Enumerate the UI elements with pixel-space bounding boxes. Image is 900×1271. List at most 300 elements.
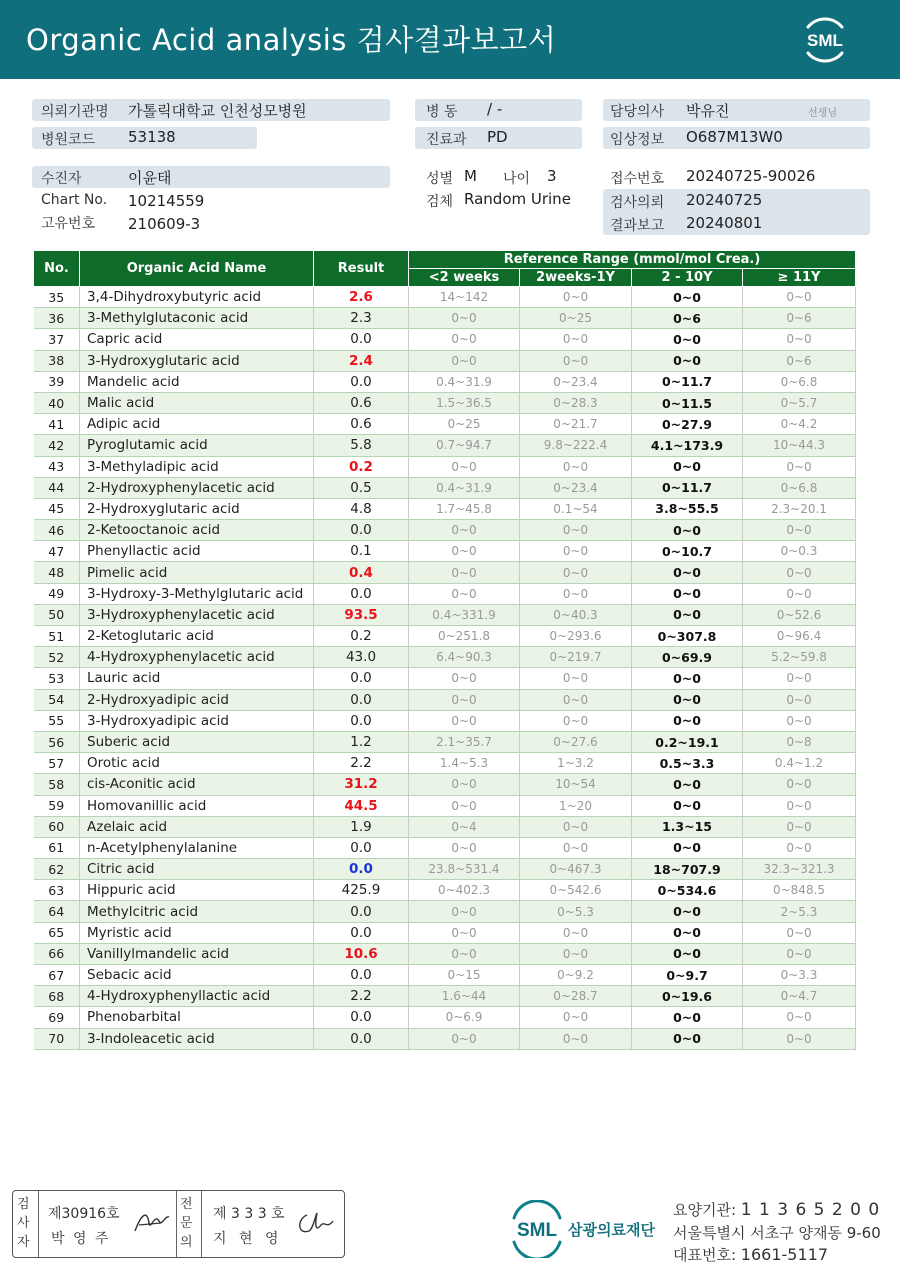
row-range-ge11y: 10~44.3 [743, 435, 856, 456]
table-row [34, 371, 856, 392]
row-result: 425.9 [314, 880, 409, 901]
row-name: Azelaic acid [80, 816, 314, 837]
ref-range-header: Reference Range (mmol/mol Crea.) [409, 251, 856, 269]
divider [176, 1191, 177, 1257]
row-range-ge11y: 0~8 [743, 731, 856, 752]
row-range-ge11y: 0~0 [743, 456, 856, 477]
row-range-2-10y: 0~0 [632, 583, 743, 604]
row-range-2-10y: 4.1~173.9 [632, 435, 743, 456]
table-row [34, 477, 856, 498]
row-name: 2-Ketooctanoic acid [80, 520, 314, 541]
row-result: 0.0 [314, 520, 409, 541]
request-value: 20240725 [686, 191, 763, 209]
table-row [34, 414, 856, 435]
sml-logo-icon [798, 13, 852, 67]
row-name: Capric acid [80, 329, 314, 350]
row-range-2w1y: 9.8~222.4 [520, 435, 632, 456]
col-result-header: Result [314, 251, 409, 287]
row-result: 2.6 [314, 287, 409, 308]
row-range-2w1y: 1~20 [520, 795, 632, 816]
row-range-lt2w: 0.4~31.9 [409, 371, 520, 392]
row-result: 2.4 [314, 350, 409, 371]
row-range-lt2w: 0~0 [409, 689, 520, 710]
row-name: 3-Hydroxyphenylacetic acid [80, 604, 314, 625]
requesting-org-value: 가톨릭대학교 인천성모병원 [128, 102, 307, 120]
row-range-ge11y: 0~0 [743, 816, 856, 837]
row-no: 65 [34, 922, 80, 943]
row-no: 55 [34, 710, 80, 731]
row-range-2-10y: 0~0 [632, 710, 743, 731]
row-result: 0.1 [314, 541, 409, 562]
row-name: 3-Methyladipic acid [80, 456, 314, 477]
row-result: 2.2 [314, 753, 409, 774]
row-name: 2-Hydroxyglutaric acid [80, 498, 314, 519]
row-result: 5.8 [314, 435, 409, 456]
row-result: 0.0 [314, 1028, 409, 1049]
row-result: 2.2 [314, 986, 409, 1007]
row-no: 70 [34, 1028, 80, 1049]
row-name: Pimelic acid [80, 562, 314, 583]
table-row [34, 435, 856, 456]
row-range-2-10y: 0~0 [632, 562, 743, 583]
row-range-lt2w: 0~0 [409, 1028, 520, 1049]
row-range-2w1y: 0~0 [520, 668, 632, 689]
row-range-ge11y: 0~0 [743, 1007, 856, 1028]
requesting-org-label: 의뢰기관명 [41, 104, 109, 120]
row-range-ge11y: 0~0.3 [743, 541, 856, 562]
sml-logo-text: SML [807, 31, 843, 50]
divider [201, 1191, 202, 1257]
row-result: 1.2 [314, 731, 409, 752]
row-range-ge11y: 2~5.3 [743, 901, 856, 922]
row-range-ge11y: 0~6.8 [743, 371, 856, 392]
row-name: Homovanillic acid [80, 795, 314, 816]
row-result: 0.2 [314, 626, 409, 647]
table-row [34, 774, 856, 795]
row-result: 1.9 [314, 816, 409, 837]
hospital-code-value: 53138 [128, 128, 176, 146]
divider [38, 1191, 39, 1257]
row-no: 46 [34, 520, 80, 541]
foundation-logo-icon [510, 1200, 660, 1258]
row-range-ge11y: 0~3.3 [743, 965, 856, 986]
row-no: 66 [34, 943, 80, 964]
results-body [34, 287, 856, 1050]
row-range-2w1y: 10~54 [520, 774, 632, 795]
row-range-lt2w: 0~0 [409, 350, 520, 371]
row-range-2w1y: 0~0 [520, 837, 632, 858]
row-range-2-10y: 0~9.7 [632, 965, 743, 986]
row-range-lt2w: 0.7~94.7 [409, 435, 520, 456]
row-range-2w1y: 0~25 [520, 308, 632, 329]
row-range-lt2w: 23.8~531.4 [409, 859, 520, 880]
table-row [34, 880, 856, 901]
row-result: 0.0 [314, 901, 409, 922]
inspector-license: 제30916호 [48, 1206, 120, 1222]
row-range-ge11y: 0~0 [743, 287, 856, 308]
row-name: 3-Hydroxyadipic acid [80, 710, 314, 731]
clinical-label: 임상정보 [610, 132, 665, 148]
row-result: 0.0 [314, 689, 409, 710]
doctor-suffix: 선생님 [808, 108, 837, 119]
row-range-2w1y: 0~0 [520, 329, 632, 350]
row-range-lt2w: 0~0 [409, 668, 520, 689]
specialist-license: 제 3 3 3 호 [213, 1206, 285, 1222]
row-no: 47 [34, 541, 80, 562]
row-no: 57 [34, 753, 80, 774]
row-range-2-10y: 0~307.8 [632, 626, 743, 647]
row-range-2-10y: 0~0 [632, 943, 743, 964]
row-range-lt2w: 1.6~44 [409, 986, 520, 1007]
signature-box [12, 1190, 345, 1258]
row-range-2w1y: 0~0 [520, 350, 632, 371]
row-range-ge11y: 2.3~20.1 [743, 498, 856, 519]
row-range-2-10y: 0~6 [632, 308, 743, 329]
report-header [0, 0, 900, 79]
row-result: 0.0 [314, 922, 409, 943]
inspector-vertical-label: 검사자 [17, 1197, 30, 1250]
row-no: 44 [34, 477, 80, 498]
row-result: 0.2 [314, 456, 409, 477]
row-range-ge11y: 32.3~321.3 [743, 859, 856, 880]
report-label: 결과보고 [610, 218, 665, 234]
table-row [34, 350, 856, 371]
row-range-lt2w: 0~0 [409, 710, 520, 731]
row-result: 0.0 [314, 859, 409, 880]
table-row [34, 753, 856, 774]
row-range-2w1y: 0~0 [520, 583, 632, 604]
dept-value: PD [487, 128, 508, 146]
clinical-value: O687M13W0 [686, 128, 783, 146]
row-range-lt2w: 0~0 [409, 562, 520, 583]
patient-pill [32, 166, 390, 188]
row-range-lt2w: 2.1~35.7 [409, 731, 520, 752]
row-range-2-10y: 0~534.6 [632, 880, 743, 901]
row-range-lt2w: 0~15 [409, 965, 520, 986]
row-range-ge11y: 0~0 [743, 943, 856, 964]
uid-label: 고유번호 [41, 216, 96, 232]
table-row [34, 308, 856, 329]
table-row [34, 943, 856, 964]
row-range-ge11y: 0~848.5 [743, 880, 856, 901]
specialist-vertical-label: 전문의 [180, 1197, 193, 1250]
row-range-lt2w: 1.4~5.3 [409, 753, 520, 774]
col-r2-header: 2weeks-1Y [520, 269, 632, 287]
row-range-ge11y: 0~6 [743, 308, 856, 329]
row-range-2w1y: 0~0 [520, 287, 632, 308]
age-value: 3 [547, 167, 557, 185]
ward-label: 병 동 [426, 104, 458, 120]
row-name: cis-Aconitic acid [80, 774, 314, 795]
specialist-signature-icon [293, 1207, 339, 1241]
row-result: 10.6 [314, 943, 409, 964]
row-range-lt2w: 6.4~90.3 [409, 647, 520, 668]
sex-value: M [464, 167, 477, 185]
row-name: 4-Hydroxyphenylacetic acid [80, 647, 314, 668]
row-range-ge11y: 0~6 [743, 350, 856, 371]
table-row [34, 816, 856, 837]
row-no: 58 [34, 774, 80, 795]
row-range-2-10y: 0~0 [632, 456, 743, 477]
row-no: 64 [34, 901, 80, 922]
row-range-ge11y: 5.2~59.8 [743, 647, 856, 668]
row-name: Malic acid [80, 392, 314, 413]
row-range-ge11y: 0~0 [743, 668, 856, 689]
row-range-lt2w: 0.4~31.9 [409, 477, 520, 498]
row-range-2-10y: 0~0 [632, 287, 743, 308]
request-label: 검사의뢰 [610, 195, 665, 211]
row-name: Orotic acid [80, 753, 314, 774]
row-range-ge11y: 0~0 [743, 1028, 856, 1049]
row-range-ge11y: 0~0 [743, 795, 856, 816]
ward-value: / - [487, 100, 503, 118]
col-r4-header: ≥ 11Y [743, 269, 856, 287]
row-range-2w1y: 0~0 [520, 1007, 632, 1028]
table-row [34, 965, 856, 986]
institution-code: 1 1 3 6 5 2 0 0 [740, 1200, 881, 1220]
table-row [34, 520, 856, 541]
specimen-value: Random Urine [464, 190, 571, 208]
row-range-ge11y: 0~6.8 [743, 477, 856, 498]
row-no: 52 [34, 647, 80, 668]
row-no: 36 [34, 308, 80, 329]
row-name: Lauric acid [80, 668, 314, 689]
row-result: 31.2 [314, 774, 409, 795]
table-row [34, 668, 856, 689]
row-range-2-10y: 3.8~55.5 [632, 498, 743, 519]
row-range-lt2w: 0~0 [409, 541, 520, 562]
row-result: 0.0 [314, 583, 409, 604]
row-name: Methylcitric acid [80, 901, 314, 922]
row-result: 4.8 [314, 498, 409, 519]
receipt-label: 접수번호 [610, 171, 665, 187]
row-range-2w1y: 0~219.7 [520, 647, 632, 668]
row-range-lt2w: 0.4~331.9 [409, 604, 520, 625]
row-no: 35 [34, 287, 80, 308]
row-range-2-10y: 0~0 [632, 774, 743, 795]
row-no: 54 [34, 689, 80, 710]
row-no: 39 [34, 371, 80, 392]
row-range-2-10y: 0.5~3.3 [632, 753, 743, 774]
row-name: 2-Ketoglutaric acid [80, 626, 314, 647]
row-result: 0.6 [314, 414, 409, 435]
patient-label: 수진자 [41, 171, 82, 187]
row-name: Myristic acid [80, 922, 314, 943]
row-no: 69 [34, 1007, 80, 1028]
row-no: 43 [34, 456, 80, 477]
address: 서울특별시 서초구 양재동 9-60 [673, 1224, 881, 1242]
row-range-lt2w: 0~402.3 [409, 880, 520, 901]
row-no: 50 [34, 604, 80, 625]
row-range-lt2w: 0~4 [409, 816, 520, 837]
row-no: 56 [34, 731, 80, 752]
row-range-2-10y: 0~0 [632, 350, 743, 371]
row-result: 0.5 [314, 477, 409, 498]
receipt-value: 20240725-90026 [686, 167, 816, 185]
table-row [34, 498, 856, 519]
row-range-lt2w: 0~0 [409, 520, 520, 541]
row-range-ge11y: 0~4.7 [743, 986, 856, 1007]
row-name: 2-Hydroxyphenylacetic acid [80, 477, 314, 498]
row-result: 0.4 [314, 562, 409, 583]
row-range-2-10y: 18~707.9 [632, 859, 743, 880]
row-name: 3-Indoleacetic acid [80, 1028, 314, 1049]
row-no: 59 [34, 795, 80, 816]
row-name: 3-Hydroxy-3-Methylglutaric acid [80, 583, 314, 604]
table-row [34, 287, 856, 308]
row-range-2-10y: 0~0 [632, 668, 743, 689]
row-range-2w1y: 0~0 [520, 1028, 632, 1049]
row-range-ge11y: 0.4~1.2 [743, 753, 856, 774]
chart-label: Chart No. [41, 192, 108, 208]
report-title: Organic Acid analysis 검사결과보고서 [26, 23, 557, 57]
inspector-signature-icon [131, 1205, 173, 1241]
row-result: 0.0 [314, 329, 409, 350]
hospital-code-label: 병원코드 [41, 132, 96, 148]
doctor-label: 담당의사 [610, 104, 665, 120]
doctor-value: 박유진 [686, 102, 730, 120]
results-table [33, 250, 855, 1050]
row-range-2w1y: 0~0 [520, 710, 632, 731]
row-no: 53 [34, 668, 80, 689]
row-no: 62 [34, 859, 80, 880]
row-range-2w1y: 1~3.2 [520, 753, 632, 774]
row-range-2-10y: 0~0 [632, 795, 743, 816]
row-range-ge11y: 0~0 [743, 520, 856, 541]
row-result: 0.0 [314, 1007, 409, 1028]
table-row [34, 456, 856, 477]
row-no: 67 [34, 965, 80, 986]
row-range-2-10y: 0~0 [632, 922, 743, 943]
row-range-2-10y: 0~10.7 [632, 541, 743, 562]
row-result: 0.0 [314, 668, 409, 689]
row-no: 60 [34, 816, 80, 837]
row-no: 40 [34, 392, 80, 413]
table-row [34, 604, 856, 625]
foundation-logo-text: SML [516, 1220, 558, 1241]
table-row [34, 562, 856, 583]
row-result: 0.0 [314, 965, 409, 986]
row-no: 42 [34, 435, 80, 456]
row-range-2w1y: 0~0 [520, 943, 632, 964]
table-row [34, 837, 856, 858]
table-row [34, 859, 856, 880]
row-range-2-10y: 0~11.5 [632, 392, 743, 413]
row-no: 37 [34, 329, 80, 350]
table-row [34, 583, 856, 604]
row-name: Sebacic acid [80, 965, 314, 986]
row-name: 3,4-Dihydroxybutyric acid [80, 287, 314, 308]
foundation-name: 삼광의료재단 [568, 1221, 655, 1239]
row-name: Pyroglutamic acid [80, 435, 314, 456]
row-range-2-10y: 0~0 [632, 604, 743, 625]
row-range-2-10y: 0~11.7 [632, 371, 743, 392]
row-no: 63 [34, 880, 80, 901]
row-range-ge11y: 0~0 [743, 774, 856, 795]
row-range-lt2w: 0~0 [409, 583, 520, 604]
row-range-lt2w: 14~142 [409, 287, 520, 308]
table-row [34, 922, 856, 943]
table-row [34, 731, 856, 752]
row-range-2w1y: 0~28.7 [520, 986, 632, 1007]
row-range-ge11y: 0~0 [743, 710, 856, 731]
row-name: 3-Methylglutaconic acid [80, 308, 314, 329]
row-name: 3-Hydroxyglutaric acid [80, 350, 314, 371]
phone-number: 1661-5117 [740, 1245, 829, 1264]
row-range-2-10y: 1.3~15 [632, 816, 743, 837]
chart-value: 10214559 [128, 192, 205, 210]
row-name: 4-Hydroxyphenyllactic acid [80, 986, 314, 1007]
row-range-lt2w: 0~0 [409, 901, 520, 922]
row-range-lt2w: 0~0 [409, 329, 520, 350]
row-range-2-10y: 0~27.9 [632, 414, 743, 435]
row-name: Phenyllactic acid [80, 541, 314, 562]
row-range-ge11y: 0~4.2 [743, 414, 856, 435]
table-row [34, 541, 856, 562]
row-result: 0.0 [314, 837, 409, 858]
row-range-lt2w: 0~0 [409, 837, 520, 858]
row-range-lt2w: 0~0 [409, 795, 520, 816]
row-range-2w1y: 0~0 [520, 541, 632, 562]
specialist-name: 지 현 영 [213, 1231, 283, 1247]
col-no-header: No. [34, 251, 80, 287]
row-no: 61 [34, 837, 80, 858]
row-range-2w1y: 0~0 [520, 562, 632, 583]
row-range-lt2w: 0~0 [409, 774, 520, 795]
table-row [34, 392, 856, 413]
row-range-2w1y: 0~0 [520, 456, 632, 477]
table-row [34, 901, 856, 922]
row-no: 41 [34, 414, 80, 435]
row-range-2-10y: 0~11.7 [632, 477, 743, 498]
row-range-2w1y: 0~0 [520, 922, 632, 943]
row-result: 93.5 [314, 604, 409, 625]
row-range-ge11y: 0~5.7 [743, 392, 856, 413]
col-name-header: Organic Acid Name [80, 251, 314, 287]
row-range-2-10y: 0~0 [632, 901, 743, 922]
row-range-2w1y: 0~21.7 [520, 414, 632, 435]
row-range-lt2w: 0~0 [409, 943, 520, 964]
row-range-ge11y: 0~0 [743, 562, 856, 583]
row-range-2-10y: 0~0 [632, 837, 743, 858]
row-range-lt2w: 1.7~45.8 [409, 498, 520, 519]
row-range-2w1y: 0~0 [520, 689, 632, 710]
row-result: 0.6 [314, 392, 409, 413]
row-name: Phenobarbital [80, 1007, 314, 1028]
row-range-2-10y: 0~0 [632, 689, 743, 710]
row-name: Suberic acid [80, 731, 314, 752]
row-range-2w1y: 0~9.2 [520, 965, 632, 986]
row-range-2w1y: 0~0 [520, 520, 632, 541]
row-range-lt2w: 0~0 [409, 922, 520, 943]
institution-code-label: 요양기관: [673, 1201, 737, 1219]
row-no: 68 [34, 986, 80, 1007]
row-range-2-10y: 0~0 [632, 1007, 743, 1028]
row-result: 2.3 [314, 308, 409, 329]
row-range-2w1y: 0~293.6 [520, 626, 632, 647]
row-name: n-Acetylphenylalanine [80, 837, 314, 858]
table-row [34, 1028, 856, 1049]
row-no: 38 [34, 350, 80, 371]
row-range-ge11y: 0~0 [743, 583, 856, 604]
row-no: 51 [34, 626, 80, 647]
col-r3-header: 2 - 10Y [632, 269, 743, 287]
row-range-2w1y: 0~467.3 [520, 859, 632, 880]
table-row [34, 329, 856, 350]
row-range-2w1y: 0~5.3 [520, 901, 632, 922]
table-row [34, 647, 856, 668]
row-range-ge11y: 0~0 [743, 689, 856, 710]
